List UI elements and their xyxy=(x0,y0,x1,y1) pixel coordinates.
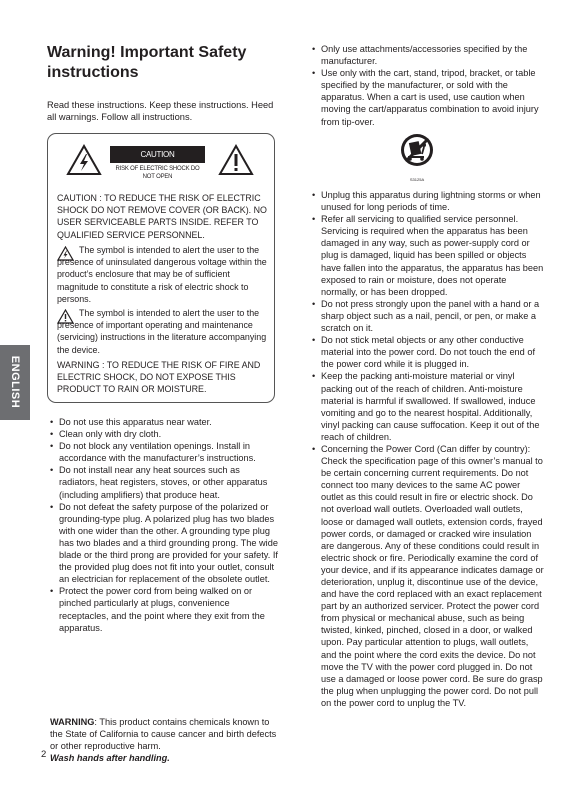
page-title: Warning! Important Safety instructions xyxy=(47,44,247,81)
list-item: • Do not use this apparatus near water. xyxy=(50,416,280,428)
list-item: • Concerning the Power Cord (Can differ by country): Check the specification page of this owner’s manual to be certain concerning current requirements. Do not connect too many devices to the same AC power outlet as this could result in fire or electric shock. Do not overload wall outlets. Overloaded wall outlets, loose or damaged wall outlets, extension cords, frayed power cords, or damaged or cracked wire insulation are dangerous. Any of these conditions could result in electric shock or fire. Periodically examine the cord of your device, and if its appearance indicates damage or deterioration, unplug it, discontinue use of the device, and have the cord replaced with an exact replacement part by an authorized servicer. Protect the power cord from physical or mechanical abuse, such as being twisted, kinked, pinched, closed in a door, or walked upon. Pay particular attention to plugs, wall outlets, and the point where the cord exits the device. Do not move the TV with the power cord plugged in. Do not use a damaged or loose power cord. Be sure do grasp the plug when unplugging the power cord. Do not pull on the power cord to unplug the TV. xyxy=(312,443,544,709)
warning-text: : This product contains chemicals known to the State of California to cause cancer and birth defects or other reproductive harm. xyxy=(50,717,277,752)
language-tab-label: ENGLISH xyxy=(9,355,21,409)
list-item: • Do not stick metal objects or any other conductive material into the power cord. Do not touch the end of the power cord while it is plugged in. xyxy=(312,334,544,370)
left-safety-list xyxy=(50,416,280,634)
list-item: • Use only with the cart, stand, tripod, bracket, or table specified by the manufacturer, or sold with the apparatus. When a cart is used, use caution when moving the cart/apparatus combination to avoid injury from tip-over. xyxy=(312,67,544,127)
voltage-symbol-text: The symbol is intended to alert the user to the presence of uninsulated dangerous voltage within the product’s enclosure that may be of sufficient magnitude to constitute a risk of electric shock to persons. xyxy=(57,245,267,304)
california-warning xyxy=(50,716,280,764)
intro-text: Read these instructions. Keep these instructions. Heed all warnings. Follow all instructions. xyxy=(47,100,274,123)
list-item: • Protect the power cord from being walked on or pinched particularly at plugs, convenience receptacles, and the point where they exit from the apparatus. xyxy=(50,585,280,633)
list-item: • Do not press strongly upon the panel with a hand or a sharp object such as a nail, pencil, or pen, or make a scratch on it. xyxy=(312,298,544,334)
list-item: • Unplug this apparatus during lightning storms or when unused for long periods of time. xyxy=(312,189,544,213)
right-safety-list xyxy=(312,189,544,709)
list-item: • Keep the packing anti-moisture material or vinyl packing out of the reach of children. Anti-moisture material is harmful if swallowed. If swallowed, induce vomiting and go to the nearest hospital. Additionally, vinyl packing can cause suffocation. Keep it out of the reach of children. xyxy=(312,370,544,443)
warning-label: WARNING xyxy=(50,717,95,727)
right-top-list xyxy=(312,43,544,128)
electric-shock-warning-icon xyxy=(66,144,102,176)
instructions-symbol-text: The symbol is intended to alert the user to the presence of important operating and maintenance (servicing) instructions in the literature accompanying the device. xyxy=(57,308,267,355)
caution-label: CAUTION xyxy=(110,146,205,163)
fire-warning-text: WARNING : TO REDUCE THE RISK OF FIRE AND ELECTRIC SHOCK, DO NOT EXPOSE THIS PRODUCT TO RAIN OR MOISTURE. xyxy=(57,360,261,395)
list-item: • Only use attachments/accessories specified by the manufacturer. xyxy=(312,43,544,67)
list-item: • Clean only with dry cloth. xyxy=(50,428,280,440)
caution-subtitle: RISK OF ELECTRIC SHOCK DO NOT OPEN xyxy=(115,166,200,180)
list-item: • Do not install near any heat sources such as radiators, heat registers, stoves, or other apparatus (including amplifiers) that produce heat. xyxy=(50,464,280,500)
list-item: • Do not defeat the safety purpose of the polarized or grounding-type plug. A polarized plug has two blades with one wider than the other. A grounding type plug has two blades and a third grounding prong. The wide blade or the third prong are provided for your safety. If the provided plug does not fit into your outlet, consult an electrician for replacement of the obsolete outlet. xyxy=(50,501,280,586)
page-number: 2 xyxy=(41,749,47,760)
exclamation-warning-icon xyxy=(218,144,254,176)
caution-text: CAUTION : TO REDUCE THE RISK OF ELECTRIC SHOCK DO NOT REMOVE COVER (OR BACK). NO USER SERVICEABLE PARTS INSIDE. REFER TO QUALIFIED SERVICE PERSONNEL. xyxy=(57,193,267,240)
caution-box xyxy=(47,133,275,403)
wash-hands-note: Wash hands after handling. xyxy=(50,753,170,764)
tip-over-code: S3125A xyxy=(409,177,425,182)
list-item: • Do not block any ventilation openings. Install in accordance with the manufacturer’s instructions. xyxy=(50,440,280,464)
cart-tip-over-icon xyxy=(400,133,434,167)
list-item: • Refer all servicing to qualified service personnel. Servicing is required when the apparatus has been damaged in any way, such as power-supply cord or plug is damaged, liquid has been spilled or objects have fallen into the apparatus, the apparatus has been exposed to rain or moisture, does not operate normally, or has been dropped. xyxy=(312,213,544,298)
